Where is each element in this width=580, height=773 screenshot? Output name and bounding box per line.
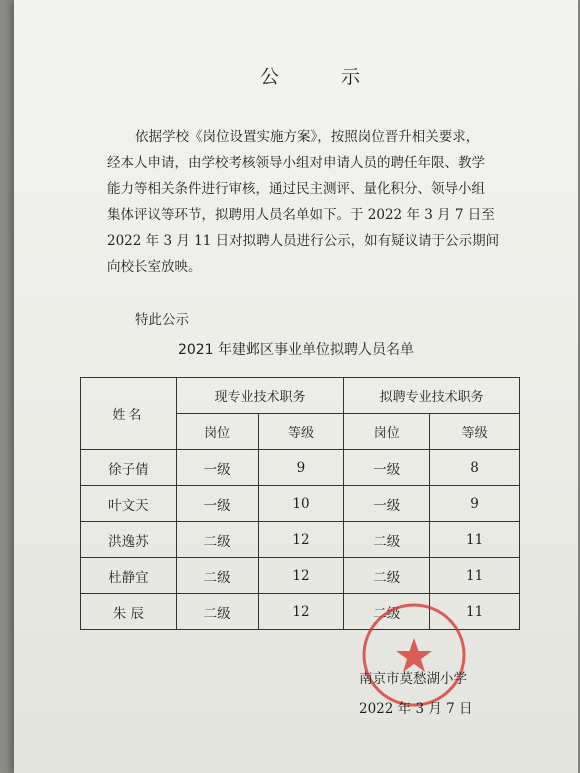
issuer-name: 南京市莫愁湖小学 [359,671,467,687]
body-line: 经本人申请，由学校考核领导小组对申请人员的聘任年限、教学 [107,155,485,171]
cell-name: 徐子倩 [81,450,177,486]
cell-current-level: 12 [258,558,344,594]
header-proposed-post: 岗位 [344,414,430,450]
body-line: 能力等相关条件进行审核，通过民主测评、量化积分、领导小组 [107,181,485,197]
cell-name: 叶文天 [81,486,177,522]
cell-proposed-level: 11 [430,522,520,558]
cell-name: 洪逸苏 [81,522,177,558]
document-page [14,0,578,773]
header-current-level: 等级 [258,414,344,450]
cell-proposed-post: 一级 [344,450,430,486]
cell-current-post: 一级 [176,486,258,522]
body-line: 集体评议等环节，拟聘用人员名单如下。于 2022 年 3 月 7 日至 [107,207,495,223]
notice-title: 公 示 [259,66,389,88]
cell-proposed-level: 8 [430,450,520,486]
header-name: 姓名 [81,378,177,450]
candidate-table [80,377,520,630]
cell-proposed-level: 11 [430,594,520,630]
cell-proposed-post: 二级 [344,594,430,630]
cell-proposed-level: 9 [430,486,520,522]
issue-date: 2022 年 3 月 7 日 [359,701,473,717]
cell-current-post: 二级 [176,594,258,630]
cell-current-post: 一级 [176,450,258,486]
cell-proposed-level: 11 [430,558,520,594]
closing-text: 特此公示 [135,312,189,328]
cell-proposed-post: 一级 [344,486,430,522]
cell-current-post: 二级 [176,558,258,594]
cell-name: 朱 辰 [81,594,177,630]
cell-current-post: 二级 [176,522,258,558]
cell-proposed-post: 二级 [344,522,430,558]
table-row [81,450,520,486]
table-title: 2021 年建邺区事业单位拟聘人员名单 [177,342,415,358]
header-current-title: 现专业技术职务 [176,378,344,414]
body-line: 依据学校《岗位设置实施方案》，按照岗位晋升相关要求， [135,129,480,145]
cell-name: 杜静宜 [81,558,177,594]
table-row [81,486,520,522]
header-proposed-title: 拟聘专业技术职务 [344,378,520,414]
notice-body [107,124,527,280]
cell-current-level: 10 [258,486,344,522]
official-seal-icon [359,600,469,710]
body-line: 向校长室放映。 [107,259,202,275]
table-row [81,522,520,558]
header-current-post: 岗位 [176,414,258,450]
cell-current-level: 12 [258,522,344,558]
header-proposed-level: 等级 [430,414,520,450]
cell-proposed-post: 二级 [344,558,430,594]
cell-current-level: 12 [258,594,344,630]
table-row [81,558,520,594]
cell-current-level: 9 [258,450,344,486]
body-line: 2022 年 3 月 11 日对拟聘人员进行公示，如有疑议请于公示期间 [107,233,500,249]
